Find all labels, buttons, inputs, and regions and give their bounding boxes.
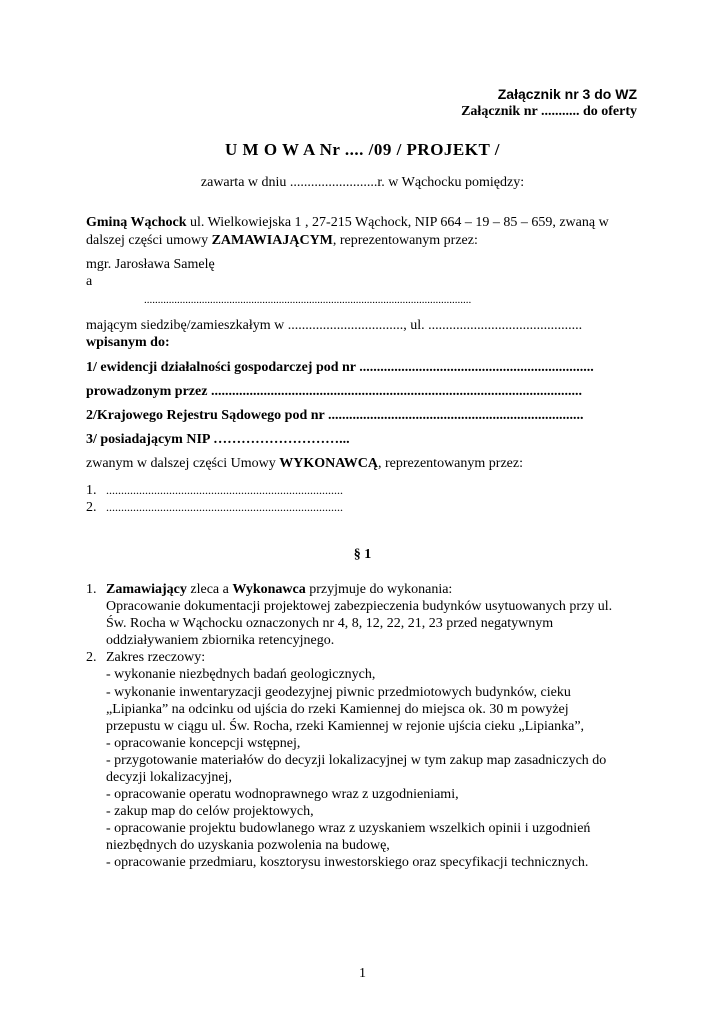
section-1-item-1-number: 1. xyxy=(86,582,97,597)
document-title: U M O W A Nr .... /09 / PROJEKT / xyxy=(225,140,500,159)
party2-seat-line: mającym siedzibę/zamieszkałym w ................................., ul. ............................................ xyxy=(86,318,583,333)
rep-item-number: 1. xyxy=(86,483,97,498)
scope-line: - zakup map do celów projektowych, xyxy=(106,804,314,819)
page-number: 1 xyxy=(359,966,366,981)
section-1-heading: § 1 xyxy=(353,547,372,562)
called-prefix: zwanym w dalszej części Umowy xyxy=(86,456,280,471)
registry-3-nip: 3/ posiadającym NIP ………………………... xyxy=(86,432,350,447)
party1-representative: mgr. Jarosława Samelę xyxy=(86,257,215,272)
scope-line: niezbędnych do uzyskania pozwolenia na budowę, xyxy=(106,838,390,853)
rep-item-dots: ............................................................................... xyxy=(106,500,343,514)
scope-line: przepustu w ciągu ul. Św. Rocha, rzeki Kamiennej w rejonie ujścia cieku „Lipianka”, xyxy=(106,719,585,734)
contractor-called-line xyxy=(86,455,523,472)
registry-1-authority: prowadzonym przez .......................................................................................................... xyxy=(86,384,582,399)
party1-address: ul. Wielkowiejska 1 , 27-215 Wąchock, NIP 664 – 19 – 85 – 659, zwaną w xyxy=(186,215,609,230)
and-label: a xyxy=(86,274,93,289)
contractor-role-inline: Wykonawca xyxy=(232,582,306,597)
scope-line: - opracowanie projektu budowlanego wraz z uzyskaniem wszelkich opinii i uzgodnień xyxy=(106,821,591,836)
section-1-item-1-lead xyxy=(106,581,452,598)
party1-line2 xyxy=(86,232,478,249)
scope-line: - wykonanie niezbędnych badań geologicznych, xyxy=(106,667,376,682)
registry-2: 2/Krajowego Rejestru Sądowego pod nr ......................................................................... xyxy=(86,408,584,423)
scope-line: „Lipianka” na odcinku od ujścia do rzeki Kamiennej do miejsca ok. 30 m powyżej xyxy=(106,702,569,717)
party1-name: Gminą Wąchock xyxy=(86,215,187,230)
registry-1: 1/ ewidencji działalności gospodarczej pod nr ................................................................... xyxy=(86,360,594,375)
scope-line: - opracowanie przedmiaru, kosztorysu inwestorskiego oraz specyfikacji technicznych. xyxy=(106,855,589,870)
section-1-item-2-number: 2. xyxy=(86,650,97,665)
item1-text-2: przyjmuje do wykonania: xyxy=(305,582,453,597)
section-1-item-1-line: Opracowanie dokumentacji projektowej zabezpieczenia budynków usytuowanych przy ul. xyxy=(106,599,613,614)
item1-text-1: zleca a xyxy=(186,582,233,597)
party1-role: ZAMAWIAJĄCYM xyxy=(211,233,333,248)
rep-item-dots: ............................................................................... xyxy=(106,483,343,497)
scope-line: - opracowanie koncepcji wstępnej, xyxy=(106,736,301,751)
rep-item-number: 2. xyxy=(86,500,97,515)
registered-label: wpisanym do: xyxy=(86,335,170,350)
concluded-line: zawarta w dniu .........................r. w Wąchocku pomiędzy: xyxy=(200,175,525,190)
section-1-item-1-line: oddziaływaniem zbiornika retencyjnego. xyxy=(106,633,335,648)
scope-line: Zakres rzeczowy: xyxy=(106,650,206,665)
scope-line: - przygotowanie materiałów do decyzji lokalizacyjnej w tym zakup map zasadniczych do xyxy=(106,753,607,768)
attachment-wz-label: Załącznik nr 3 do WZ xyxy=(497,86,637,102)
attachment-offer-label: Załącznik nr ........... do oferty xyxy=(461,104,637,119)
client-role: Zamawiający xyxy=(106,582,187,597)
scope-line: - wykonanie inwentaryzacji geodezyjnej piwnic przedmiotowych budynków, cieku xyxy=(106,685,571,700)
called-suffix: , reprezentowanym przez: xyxy=(378,456,523,471)
contractor-role: WYKONAWCĄ xyxy=(279,456,378,471)
party1-line1 xyxy=(86,214,609,231)
party1-line2-suffix: , reprezentowanym przez: xyxy=(332,233,478,248)
scope-line: decyzji lokalizacyjnej, xyxy=(106,770,232,785)
section-1-item-1-line: Św. Rocha w Wąchocku oznaczonych nr 4, 8, 12, 22, 21, 23 przed negatywnym xyxy=(106,616,554,631)
party2-name-dots: ....................................................................................................................... xyxy=(144,294,472,306)
scope-line: - opracowanie operatu wodnoprawnego wraz z uzgodnieniami, xyxy=(106,787,459,802)
party1-line2-prefix: dalszej części umowy xyxy=(86,233,212,248)
